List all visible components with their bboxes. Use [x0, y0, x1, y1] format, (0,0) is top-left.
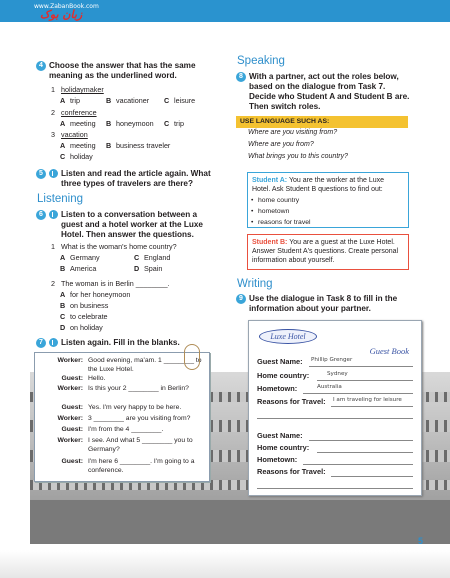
reasons-line-2[interactable]	[257, 418, 413, 419]
field-label: Guest Name:	[257, 431, 303, 440]
option-letter: A	[60, 119, 66, 128]
task5-text: Listen and read the article again. What three types of travelers are there?	[61, 169, 211, 188]
speech: Hello.	[88, 375, 106, 382]
student-b-label: Student B:	[252, 239, 288, 246]
option	[60, 96, 80, 105]
speaker: Worker:	[57, 437, 83, 444]
underlined-word: holidaymaker	[61, 85, 104, 94]
bullet-item: • hometown	[258, 207, 289, 216]
handwritten-value: Australia	[317, 384, 342, 390]
option-text: trip	[70, 96, 80, 105]
task4-instruction	[36, 61, 219, 81]
field-label: Hometown:	[257, 384, 298, 393]
option	[60, 290, 130, 299]
option-text: for her honeymoon	[70, 290, 131, 299]
dialogue-note	[34, 352, 210, 482]
option	[134, 264, 162, 273]
page-number: 5	[418, 536, 424, 546]
item-number: 2	[51, 279, 55, 288]
guest-book-card	[248, 320, 422, 496]
top-banner	[0, 0, 450, 22]
listening-heading: Listening	[37, 193, 84, 205]
audio-icon[interactable]	[49, 210, 58, 219]
option-letter: B	[106, 96, 112, 105]
field-label: Home country:	[257, 443, 310, 452]
task7-instruction	[36, 338, 180, 348]
option	[164, 96, 195, 105]
option	[60, 301, 108, 310]
field-label: Reasons for Travel:	[257, 467, 326, 476]
brand-logo: زبان بوک	[40, 8, 83, 21]
task5-instruction	[36, 169, 219, 189]
item-number: 1	[51, 242, 55, 251]
language-line: Where are you visiting from?	[248, 129, 338, 136]
option-letter: C	[134, 253, 140, 262]
item-number: 1	[51, 85, 55, 94]
option	[106, 141, 170, 150]
speech: I'm here 6 ________. I'm going to a conference.	[88, 458, 195, 474]
luxe-hotel-logo: Luxe Hotel	[259, 329, 317, 344]
task8-instruction	[236, 72, 413, 112]
option-text: England	[144, 253, 171, 262]
option-text: vacationer	[116, 96, 150, 105]
speaker: Guest:	[61, 458, 83, 465]
task6-text: Listen to a conversation between a guest and a hotel worker at the Luxe Hotel. Then answer the questions.	[61, 210, 203, 239]
task7-text: Listen again. Fill in the blanks.	[61, 338, 180, 347]
option-text: honeymoon	[116, 119, 154, 128]
task-number-badge: 8	[236, 72, 246, 82]
option-text: on business	[70, 301, 109, 310]
option	[60, 264, 96, 273]
option-letter: C	[60, 312, 66, 321]
student-b-text: You are a guest at the Luxe Hotel. Answer Student A's questions. Create personal information about yourself.	[252, 239, 399, 264]
student-a-text: You are the worker at the Luxe Hotel. Ask Student B questions to find out:	[252, 177, 385, 193]
option-text: meeting	[70, 141, 96, 150]
option	[60, 312, 108, 321]
speaker: Worker:	[57, 415, 83, 422]
task-number-badge: 5	[36, 169, 46, 179]
option-letter: A	[60, 290, 66, 299]
handwritten-value: Phillip Grenger	[311, 357, 353, 363]
speaker: Guest:	[61, 375, 83, 382]
underlined-word: vacation	[61, 130, 88, 139]
item-number: 3	[51, 130, 55, 139]
language-line: What brings you to this country?	[248, 153, 348, 160]
option	[134, 253, 170, 262]
option-text: leisure	[174, 96, 196, 105]
option-text: meeting	[70, 119, 96, 128]
option-text: business traveler	[116, 141, 171, 150]
speech: Is this your 2 ________ in Berlin?	[88, 385, 189, 392]
speaker: Worker:	[57, 385, 83, 392]
speech: I'm from the 4 ________.	[88, 426, 164, 433]
task4-item-2	[51, 108, 97, 117]
task6-question-2	[51, 279, 170, 288]
item-number: 2	[51, 108, 55, 117]
reasons-line[interactable]	[331, 476, 413, 477]
language-box	[236, 116, 408, 166]
task9-text: Use the dialogue in Task 8 to fill in the information about your partner.	[249, 294, 398, 313]
option-text: to celebrate	[70, 312, 108, 321]
option-letter: A	[60, 96, 66, 105]
reasons-line-2[interactable]	[257, 488, 413, 489]
page-bottom	[0, 550, 450, 578]
handwritten-value: I am traveling for leisure	[333, 397, 402, 403]
guest-book-title: Guest Book	[369, 346, 409, 356]
site-url: www.ZabanBook.com	[34, 3, 99, 10]
option-text: Spain	[144, 264, 163, 273]
option	[106, 96, 149, 105]
guest-name-line[interactable]	[309, 366, 413, 367]
speech: Good evening, ma'am. 1 ________ to the Luxe Hotel.	[88, 357, 202, 373]
guest-name-line[interactable]	[309, 440, 413, 441]
option-letter: B	[106, 119, 112, 128]
language-box-heading: USE LANGUAGE SUCH AS:	[236, 116, 408, 128]
task4-item-3	[51, 130, 88, 139]
option	[106, 119, 154, 128]
writing-heading: Writing	[237, 278, 273, 290]
option-letter: C	[60, 152, 66, 161]
option-text: holiday	[70, 152, 93, 161]
task6-question-1	[51, 242, 177, 251]
task9-instruction	[236, 294, 413, 314]
hometown-line[interactable]	[303, 464, 413, 465]
language-line: Where are you from?	[248, 141, 314, 148]
field-label: Reasons for Travel:	[257, 397, 326, 406]
option-text: Germany	[70, 253, 100, 262]
speaker: Guest:	[61, 404, 83, 411]
task-number-badge: 4	[36, 61, 46, 71]
speech: I see. And what 5 ________ you to Germany?	[88, 437, 193, 453]
question-text: The woman is in Berlin ________.	[61, 279, 170, 288]
handwritten-value: Sydney	[327, 371, 348, 377]
task4-item-1	[51, 85, 104, 94]
option	[60, 152, 93, 161]
task8-text: With a partner, act out the roles below, based on the dialogue from Task 7. Decide who Student A and Student B are. Then switch roles.	[249, 72, 410, 111]
speaker: Guest:	[61, 426, 83, 433]
option	[60, 141, 96, 150]
task-number-badge: 9	[236, 294, 246, 304]
field-label: Home country:	[257, 371, 310, 380]
task-number-badge: 7	[36, 338, 46, 348]
option-letter: C	[164, 96, 170, 105]
paperclip-icon	[184, 344, 200, 370]
option-letter: A	[60, 253, 66, 262]
student-a-label: Student A:	[252, 177, 288, 184]
student-a-card	[247, 172, 409, 228]
option-letter: D	[60, 323, 66, 332]
option-text: on holiday	[70, 323, 103, 332]
question-text: What is the woman's home country?	[61, 242, 177, 251]
speech: 3 ________ are you visiting from?	[88, 415, 191, 422]
option	[60, 323, 103, 332]
speaking-heading: Speaking	[237, 55, 285, 67]
option	[60, 119, 96, 128]
option-letter: D	[134, 264, 140, 273]
option-letter: B	[106, 141, 112, 150]
task-number-badge: 6	[36, 210, 46, 220]
option	[164, 119, 184, 128]
option-text: America	[70, 264, 97, 273]
speaker: Worker:	[57, 357, 83, 364]
task6-instruction	[36, 210, 219, 240]
option-text: trip	[174, 119, 184, 128]
speech: Yes. I'm very happy to be here.	[88, 404, 182, 411]
option-letter: A	[60, 141, 66, 150]
task4-text: Choose the answer that has the same meaning as the underlined word.	[49, 61, 196, 80]
option	[60, 253, 100, 262]
bullet-item: • home country	[258, 196, 299, 205]
hometown-line[interactable]	[303, 393, 413, 394]
home-country-line[interactable]	[317, 452, 413, 453]
underlined-word: conference	[61, 108, 97, 117]
reasons-line[interactable]	[331, 406, 413, 407]
bullet-item: • reasons for travel	[258, 218, 311, 227]
audio-icon[interactable]	[49, 169, 58, 178]
field-label: Hometown:	[257, 455, 298, 464]
field-label: Guest Name:	[257, 357, 303, 366]
audio-icon[interactable]	[49, 338, 58, 347]
option-letter: B	[60, 264, 66, 273]
home-country-line[interactable]	[317, 380, 413, 381]
option-letter: B	[60, 301, 66, 310]
option-letter: C	[164, 119, 170, 128]
student-b-card	[247, 234, 409, 270]
